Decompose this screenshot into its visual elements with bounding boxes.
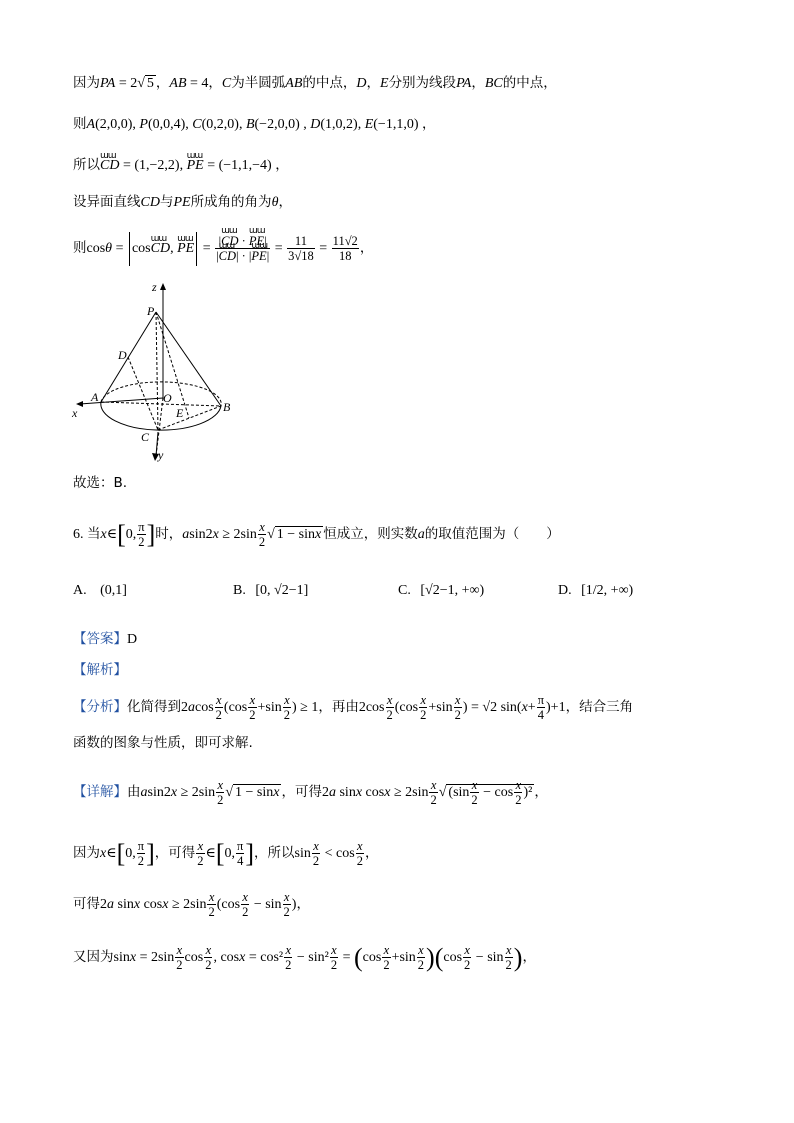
label-O: O: [163, 391, 172, 405]
text-line-3: 所以ɯɯ CD = (1,−2,2), ɯɯ PE = (−1,1,−4) ，: [73, 156, 289, 175]
analysis-line-2: 函数的图象与性质，即可求解.: [73, 735, 253, 751]
detail-tag: 【详解】: [73, 784, 127, 800]
option-d-label: D.: [558, 583, 572, 598]
detail-line-3: 可得2a sinx cosx ≥ 2sin $\frac{x}{2}$ (cos $\frac{x}{2}$ − sin $\frac{x}{2}$ )，: [73, 890, 310, 920]
detail-line-2: 因为x∈[0, $\frac{\pi}{2}$ ]，可得 $\frac{x}{2}$ ∈[0, $\frac{\pi}{4}$ ]，所以sin $\frac{x}{2}$ < cos $\frac{x}{2}$ ，: [73, 838, 379, 869]
label-B: B: [223, 400, 231, 414]
option-b-label: B.: [233, 583, 246, 598]
cos-formula: 则cosθ = cosɯɯ CD, ɯɯ PE = $\frac{\text{|ɯɯ CD · ɯɯ PE|}}{\text{|ɯɯ CD| · |ɯɯ PE|}}$ = $\frac{11}{3√18}$ = $\frac{11√2}{18}$ ，: [73, 225, 373, 271]
base-front: [101, 402, 221, 430]
option-a-value: (0,1]: [100, 583, 127, 598]
option-c[interactable]: [398, 583, 484, 599]
text-line-1: 因为PA = 2√ 5 ，AB = 4，C为半圆弧AB的中点，D，E分别为线段PA，BC的中点，: [73, 75, 557, 91]
question-6-stem: 6. 当x∈[0, $\frac{\pi}{2}$ ]时，asin2x ≥ 2sin $\frac{x}{2}$ √ 1 − sinx 恒成立，则实数a的取值范围为（ ）: [73, 519, 560, 550]
option-d-value: [1/2, +∞): [581, 583, 634, 598]
answer-choice-line: 故选：B.: [73, 475, 128, 491]
option-c-label: C.: [398, 583, 411, 598]
option-b-value: [0, √2−1]: [255, 583, 309, 598]
detail-line-4: 又因为sinx = 2sin $\frac{x}{2}$ cos $\frac{x}{2}$ , cosx = cos² $\frac{x}{2}$ − sin² $\frac{x}{2}$ = (cos $\frac{x}{2}$ +sin $\frac{x}{2}$ )(cos $\frac{x}{2}$ − sin $\frac{x}{2}$ )，: [73, 942, 536, 973]
base-back: [101, 382, 221, 406]
label-A: A: [91, 390, 99, 404]
label-E: E: [176, 406, 184, 420]
answer-line: [73, 630, 137, 649]
z-axis-arrow: [160, 283, 166, 290]
option-b[interactable]: [233, 583, 308, 599]
label-z: z: [152, 280, 157, 294]
analysis-line-1: 【分析】化简得到2acos $\frac{x}{2}$ (cos $\frac{x}{2}$ +sin $\frac{x}{2}$ ) ≥ 1，再由2cos $\frac{x}{2}$ (cos $\frac{x}{2}$ +sin $\frac{x}{2}$ ) = √2 sin(x+ $\frac{\pi}{4}$ )+1，结合三角: [73, 693, 634, 723]
cone-figure: [68, 280, 238, 465]
option-a-label: A.: [73, 583, 87, 598]
detail-line-1: 【详解】由asin2x ≥ 2sin $\frac{x}{2}$ √ 1 − sinx ，可得2a sinx cosx ≥ 2sin $\frac{x}{2}$ √ (sin $\frac{x}{2}$ − cos $\frac{x}{2}$ )² ，: [73, 778, 548, 808]
answer-value: D: [127, 632, 138, 647]
option-d[interactable]: [558, 583, 633, 599]
label-y: y: [158, 448, 164, 462]
question-number: 6.: [73, 527, 84, 542]
label-D: D: [118, 348, 127, 362]
segment-PE: [156, 312, 189, 418]
analysis-tag: 【解析】: [73, 662, 127, 678]
segment-CD: [128, 357, 158, 430]
text-line-4: 设异面直线CD与PE所成角的角为θ，: [73, 194, 292, 210]
answer-tag: 【答案】: [73, 631, 127, 647]
label-C: C: [141, 430, 150, 444]
option-c-value: [√2−1, +∞): [420, 583, 485, 598]
text-line-2: 则A(2,0,0), P(0,0,4), C(0,2,0), B(−2,0,0) , D(1,0,2), E(−1,1,0) ，: [73, 116, 436, 132]
segment-PC: [156, 312, 158, 430]
diameter-AB: [101, 402, 221, 406]
option-a[interactable]: [73, 583, 127, 599]
analysis-sub-tag: 【分析】: [73, 699, 127, 715]
label-x: x: [72, 406, 78, 420]
label-P: P: [147, 304, 155, 318]
